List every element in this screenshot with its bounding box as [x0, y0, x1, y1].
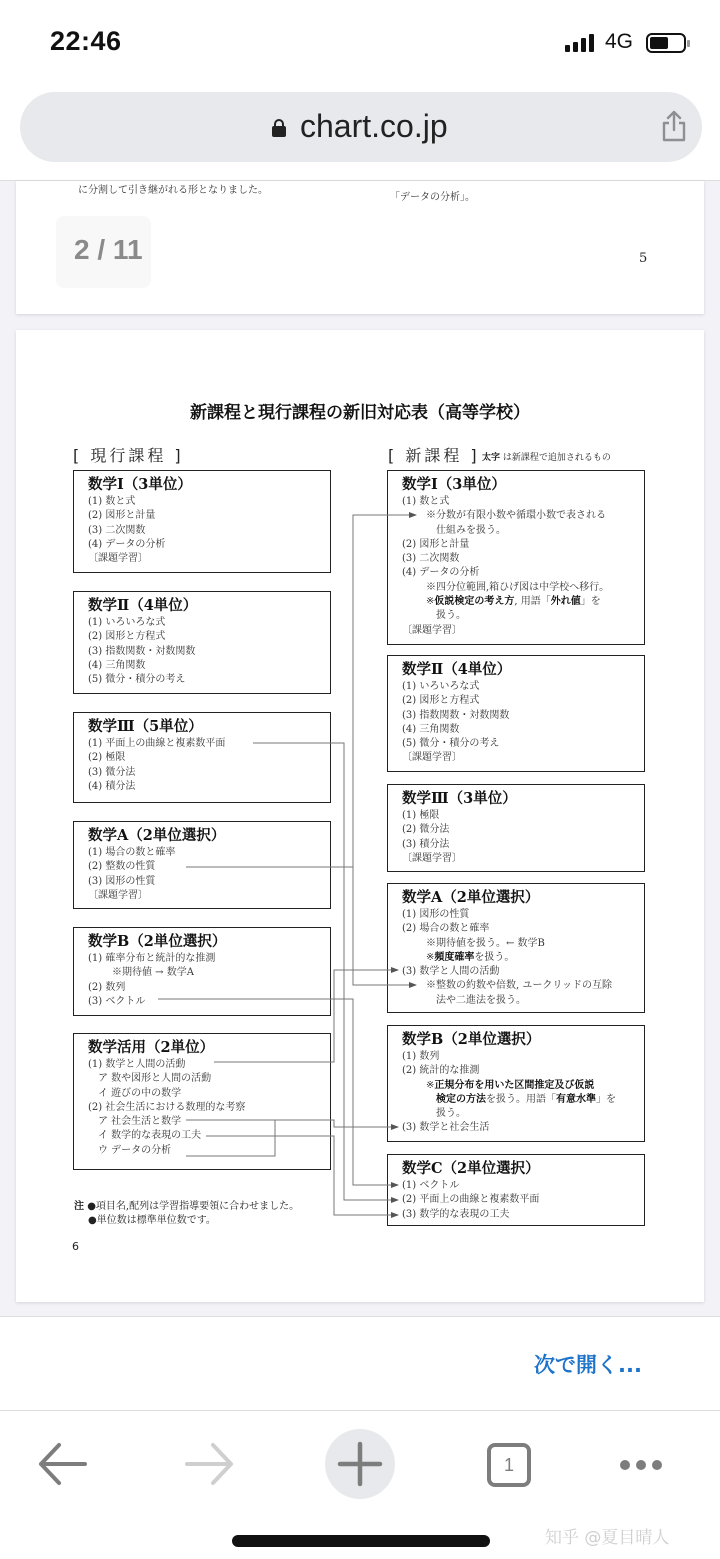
more-dots-icon: [620, 1460, 662, 1470]
bottom-toolbar: [0, 1410, 720, 1559]
course-item: 〔課題学習〕: [402, 624, 462, 636]
course-item: (3) 数学的な表現の工夫: [402, 1208, 510, 1220]
forward-arrow-icon[interactable]: [175, 1429, 245, 1499]
course-item: 〔課題学習〕: [402, 752, 462, 764]
course-item: (3) 二次関数: [402, 553, 460, 565]
course-item: (2) 極限: [88, 752, 126, 764]
new-curriculum-label: [ 新課程 ]: [388, 446, 480, 465]
course-title: 数学Ⅱ（4単位）: [402, 661, 512, 678]
course-item: 扱う。: [436, 610, 466, 622]
course-item: ※分数が有限小数や循環小数で表される: [426, 510, 606, 522]
course-item: (1) 図形の性質: [402, 909, 470, 920]
back-arrow-icon[interactable]: [27, 1429, 97, 1499]
page-text: に分割して引き継がれる形となりました。: [78, 185, 268, 196]
course-item: (1) いろいろな式: [402, 681, 480, 692]
page-number: 6: [72, 1240, 79, 1253]
current-curriculum-label: [ 現行課程 ]: [73, 446, 184, 465]
course-item: ※仮説検定の考え方, 用語「外れ値」を: [426, 596, 601, 608]
course-item: 〔課題学習〕: [88, 553, 148, 565]
course-item: (1) 数と式: [88, 496, 136, 507]
course-item: (2) 社会生活における数理的な考察: [88, 1101, 246, 1113]
course-item: (1) いろいろな式: [88, 617, 166, 628]
course-item: 扱う。: [436, 1108, 466, 1120]
lock-icon: [272, 119, 286, 136]
page-indicator-text: 2 / 11: [74, 234, 143, 265]
course-item: (1) 数学と人間の活動: [88, 1059, 186, 1070]
course-item: (1) 平面上の曲線と複素数平面: [88, 738, 226, 749]
course-item: (3) 指数関数・対数関数: [402, 709, 510, 721]
course-title: 数学Ⅰ（3単位）: [402, 476, 506, 493]
course-item: (1) 極限: [402, 810, 440, 821]
course-title: 数学A（2単位選択）: [402, 889, 540, 906]
course-title: 数学Ⅱ（4単位）: [88, 597, 198, 614]
course-item: (4) 三角関数: [402, 723, 460, 735]
document-title: 新課程と現行課程の新旧対応表（高等学校）: [190, 403, 530, 423]
course-item: 法や二進法を扱う。: [436, 994, 526, 1006]
course-item: ※整数の約数や倍数, ユークリッドの互除: [426, 980, 612, 992]
course-item: (2) 図形と計量: [88, 510, 156, 522]
course-item: (3) 積分法: [402, 838, 450, 850]
open-with-button[interactable]: 次で開く...: [534, 1353, 642, 1377]
course-item: ア 社会生活と数学: [98, 1116, 182, 1128]
more-menu-button[interactable]: [610, 1429, 680, 1499]
course-title: 数学Ⅰ（3単位）: [88, 476, 192, 493]
page-indicator: [56, 216, 151, 288]
connector-lines: [16, 330, 704, 1302]
course-item: (2) 微分法: [402, 824, 450, 836]
course-item: (4) データの分析: [402, 567, 480, 579]
course-item: (2) 場合の数と確率: [402, 923, 490, 935]
course-item: 検定の方法を扱う。用語「有意水準」を: [436, 1093, 616, 1105]
browser-header: [0, 88, 720, 181]
course-item: 仕組みを扱う。: [436, 524, 506, 536]
course-item: (3) 数学と社会生活: [402, 1122, 490, 1134]
status-bar: [0, 0, 720, 88]
course-item: (5) 微分・積分の考え: [402, 738, 500, 750]
watermark: 知乎 @夏目晴人: [545, 1528, 670, 1548]
course-item: ※期待値を扱う。← 数学B: [426, 937, 545, 949]
address-bar[interactable]: [20, 92, 702, 162]
course-item: 〔課題学習〕: [402, 852, 462, 864]
course-item: イ 数学的な表現の工夫: [98, 1130, 202, 1142]
course-title: 数学C（2単位選択）: [402, 1160, 540, 1177]
course-item: ウ データの分析: [98, 1144, 172, 1156]
url-text[interactable]: chart.co.jp: [300, 108, 448, 144]
course-item: (1) 場合の数と確率: [88, 847, 176, 858]
course-item: (4) 積分法: [88, 780, 136, 792]
course-title: 数学B（2単位選択）: [88, 933, 227, 950]
course-item: (2) 図形と計量: [402, 538, 470, 550]
course-item: ※頻度確率を扱う。: [426, 951, 515, 963]
course-item: (3) ベクトル: [88, 995, 146, 1007]
course-item: ※期待値 → 数学A: [112, 967, 194, 979]
course-item: (3) 指数関数・対数関数: [88, 645, 196, 657]
page-text: 「データの分析」。: [390, 192, 475, 203]
course-title: 数学Ⅲ（5単位）: [88, 718, 203, 735]
plus-icon: [325, 1429, 395, 1499]
tab-switcher-button[interactable]: [474, 1429, 544, 1499]
tab-count: 1: [487, 1443, 531, 1487]
course-title: 数学活用（2単位）: [88, 1039, 215, 1056]
home-indicator[interactable]: [232, 1535, 490, 1547]
new-tab-button[interactable]: [325, 1429, 395, 1499]
course-item: (1) 数列: [402, 1051, 440, 1062]
course-item: (2) 図形と方程式: [402, 695, 480, 707]
course-title: 数学B（2単位選択）: [402, 1031, 541, 1048]
course-item: (2) 平面上の曲線と複素数平面: [402, 1194, 540, 1206]
course-item: (3) 二次関数: [88, 524, 146, 536]
new-curriculum-note: 太字 は新課程で追加されるもの: [482, 453, 611, 463]
document-notes: 注 ●項目名,配列は学習指導要領に合わせました。 ●単位数は標準単位数です。: [74, 1201, 300, 1226]
course-item: (5) 微分・積分の考え: [88, 674, 186, 686]
signal-icon: [565, 34, 594, 52]
page-number: 5: [639, 251, 648, 266]
course-item: ※正規分布を用いた区間推定及び仮説: [426, 1079, 595, 1091]
share-icon[interactable]: [660, 110, 688, 142]
course-item: (2) 数列: [88, 981, 126, 993]
course-item: (1) ベクトル: [402, 1180, 460, 1191]
network-type: 4G: [605, 30, 634, 53]
course-item: (3) 微分法: [88, 766, 136, 778]
course-item: (2) 図形と方程式: [88, 631, 166, 643]
pdf-page-5: [16, 181, 704, 314]
course-item: (3) 図形の性質: [88, 875, 156, 887]
course-item: 〔課題学習〕: [88, 889, 148, 901]
course-item: (2) 整数の性質: [88, 861, 156, 873]
open-with-bar: [0, 1316, 720, 1410]
course-item: イ 遊びの中の数学: [98, 1087, 182, 1099]
battery-icon: [646, 33, 686, 53]
course-item: (1) 数と式: [402, 496, 450, 507]
course-item: (2) 統計的な推測: [402, 1065, 480, 1077]
course-item: (3) 数学と人間の活動: [402, 966, 500, 978]
course-item: ア 数や図形と人間の活動: [98, 1073, 212, 1085]
pdf-page-6: [16, 330, 704, 1302]
course-title: 数学Ⅲ（3単位）: [402, 790, 517, 807]
status-time: 22:46: [50, 26, 122, 56]
course-item: (4) 三角関数: [88, 659, 146, 671]
course-item: ※四分位範囲,箱ひげ図は中学校へ移行。: [426, 581, 610, 593]
course-title: 数学A（2単位選択）: [88, 827, 226, 844]
course-item: (4) データの分析: [88, 538, 166, 550]
course-item: (1) 確率分布と統計的な推測: [88, 953, 216, 964]
